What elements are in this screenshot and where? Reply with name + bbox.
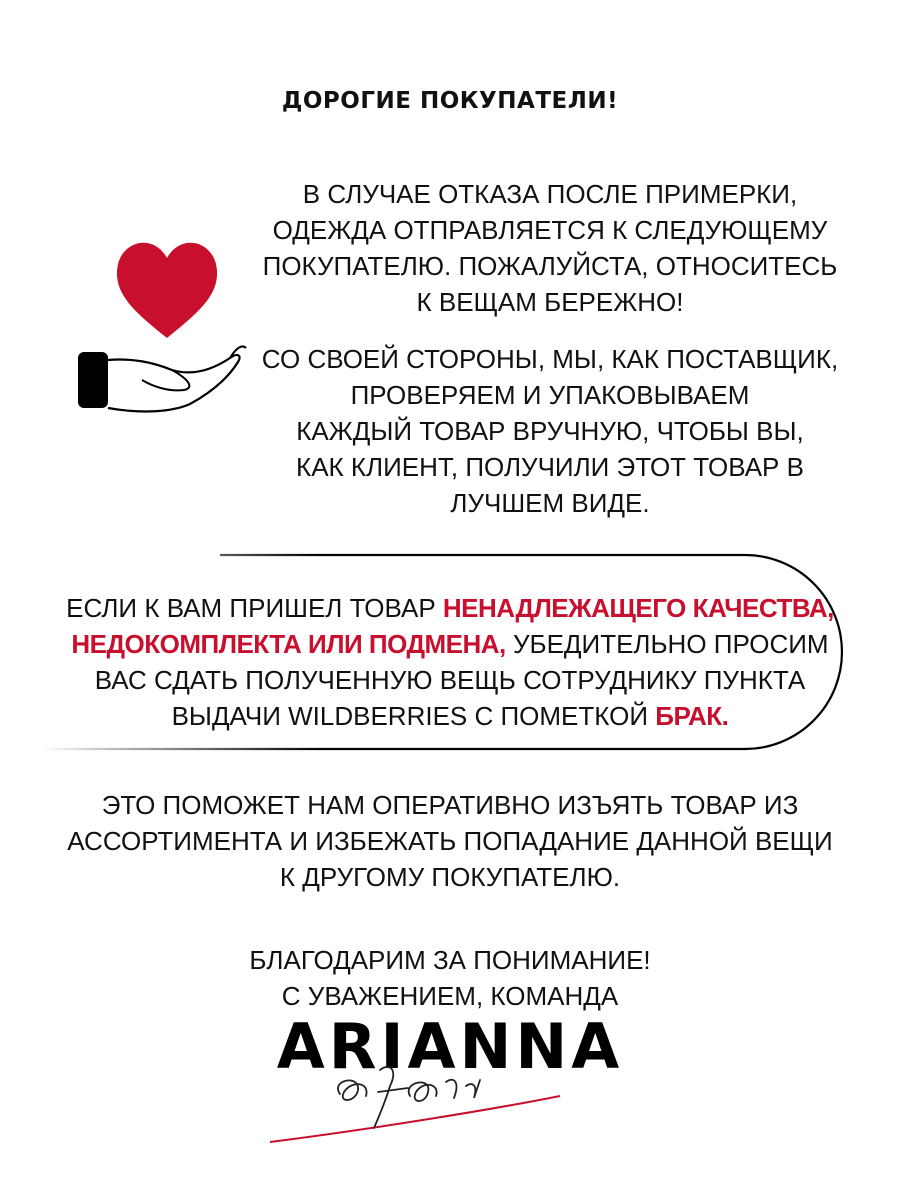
brand-logo: [240, 1010, 660, 1160]
heart-in-hand-illustration: [72, 220, 252, 420]
help-paragraph: ЭТО ПОМОЖЕТ НАМ ОПЕРАТИВНО ИЗЪЯТЬ ТОВАР ИЗ АССОРТИМЕНТА И ИЗБЕЖАТЬ ПОПАДАНИЕ ДАННОЙ ВЕЩИ К ДРУГОМУ ПОКУПАТЕЛЮ.: [67, 790, 833, 892]
page-title: ДОРОГИЕ ПОКУПАТЕЛИ!: [281, 88, 619, 114]
hand-icon: [108, 355, 240, 411]
thanks-paragraph: БЛАГОДАРИМ ЗА ПОНИМАНИЕ! С УВАЖЕНИЕМ, КОМАНДА: [249, 945, 651, 1011]
heart-icon: [117, 243, 217, 338]
logo-wordmark: ARIANNA: [276, 1010, 624, 1083]
logo-script-mark: [240, 1010, 660, 1160]
defect-paragraph: ЕСЛИ К ВАМ ПРИШЕЛ ТОВАР НЕНАДЛЕЖАЩЕГО КАЧЕСТВА, НЕДОКОМПЛЕКТА ИЛИ ПОДМЕНА, УБЕДИТЕЛЬНО ПРОСИМ ВАС СДАТЬ ПОЛУЧЕННУЮ ВЕЩЬ СОТРУДНИКУ ПУНКТА ВЫДАЧИ WILDBERRIES С ПОМЕТКОЙ БРАК.: [66, 593, 834, 731]
intro-paragraph: В СЛУЧАЕ ОТКАЗА ПОСЛЕ ПРИМЕРКИ, ОДЕЖДА ОТПРАВЛЯЕТСЯ К СЛЕДУЮЩЕМУ ПОКУПАТЕЛЮ. ПОЖАЛУЙСТА, ОТНОСИТЕСЬ К ВЕЩАМ БЕРЕЖНО!: [262, 179, 838, 317]
supplier-paragraph: СО СВОЕЙ СТОРОНЫ, МЫ, КАК ПОСТАВЩИК, ПРОВЕРЯЕМ И УПАКОВЫВАЕМ КАЖДЫЙ ТОВАР ВРУЧНУЮ, ЧТОБЫ ВЫ, КАК КЛИЕНТ, ПОЛУЧИЛИ ЭТОТ ТОВАР В ЛУЧШЕМ ВИДЕ.: [261, 344, 839, 518]
defect-highlight-quality: НЕНАДЛЕЖАЩЕГО КАЧЕСТВА,: [442, 593, 834, 623]
defect-highlight-incomplete: НЕДОКОМПЛЕКТА ИЛИ ПОДМЕНА,: [71, 629, 506, 659]
defect-highlight-brak: БРАК.: [655, 701, 729, 731]
cuff-icon: [78, 352, 108, 408]
